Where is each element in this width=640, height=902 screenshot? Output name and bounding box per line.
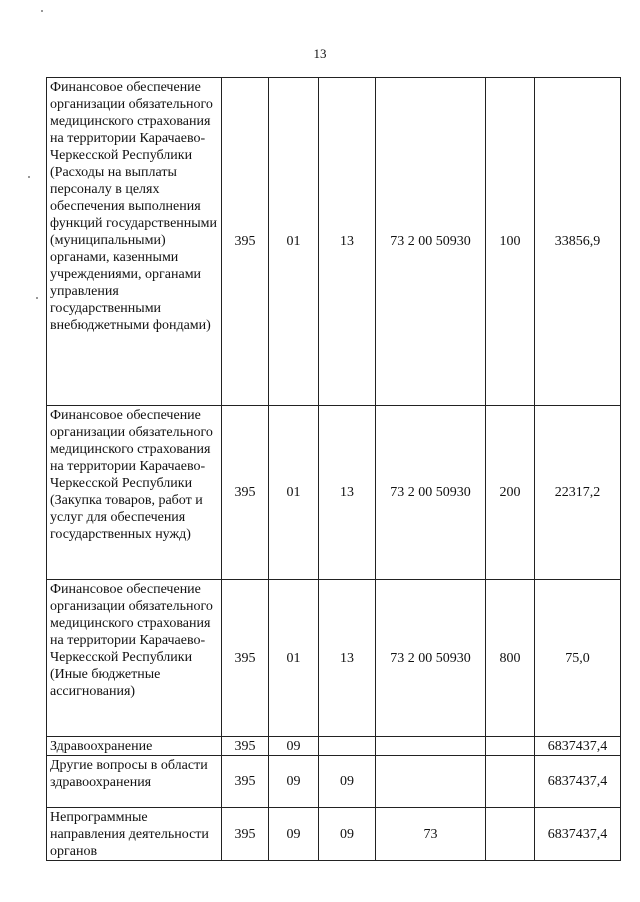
section-cell: 01: [269, 580, 319, 737]
subsection-cell: [319, 737, 376, 756]
expense-type-cell: 800: [486, 580, 535, 737]
table-row: [47, 406, 621, 580]
admin-code-cell: 395: [222, 406, 269, 580]
expense-type-cell: 200: [486, 406, 535, 580]
target-article-cell: 73: [376, 808, 486, 861]
expense-type-cell: [486, 808, 535, 861]
expense-type-cell: [486, 756, 535, 808]
subsection-cell: 09: [319, 756, 376, 808]
row-description: Финансовое обеспечение организации обязательного медицинского страхования на территории Карачаево-Черкесской Республики (Закупка товаров, работ и услуг для обеспечения государственных нужд): [47, 406, 222, 580]
target-article-cell: 73 2 00 50930: [376, 580, 486, 737]
target-article-cell: 73 2 00 50930: [376, 406, 486, 580]
row-description: Финансовое обеспечение организации обязательного медицинского страхования на территории Карачаево-Черкесской Республики (Расходы на выплаты персоналу в целях обеспечения выполнения функций государственными (муниципальными) органами, казенными учреждениями, органами управления государственными внебюджетными фондами): [47, 78, 222, 406]
row-description: Здравоохранение: [47, 737, 222, 756]
section-cell: 09: [269, 756, 319, 808]
admin-code-cell: 395: [222, 808, 269, 861]
amount-cell: 33856,9: [535, 78, 621, 406]
table-row: [47, 580, 621, 737]
table-row: [47, 808, 621, 861]
scan-speck: [28, 176, 30, 178]
table-row: [47, 737, 621, 756]
page-number: 13: [313, 46, 327, 61]
target-article-cell: [376, 756, 486, 808]
amount-cell: 75,0: [535, 580, 621, 737]
section-cell: 01: [269, 78, 319, 406]
amount-cell: 6837437,4: [535, 808, 621, 861]
row-description: Другие вопросы в области здравоохранения: [47, 756, 222, 808]
subsection-cell: 13: [319, 580, 376, 737]
admin-code-cell: 395: [222, 78, 269, 406]
subsection-cell: 13: [319, 406, 376, 580]
admin-code-cell: 395: [222, 580, 269, 737]
expense-type-cell: [486, 737, 535, 756]
scan-speck: [36, 297, 38, 299]
amount-cell: 6837437,4: [535, 737, 621, 756]
target-article-cell: [376, 737, 486, 756]
section-cell: 09: [269, 808, 319, 861]
budget-table: [46, 77, 621, 861]
row-description: Финансовое обеспечение организации обязательного медицинского страхования на территории Карачаево-Черкесской Республики (Иные бюджетные ассигнования): [47, 580, 222, 737]
amount-cell: 22317,2: [535, 406, 621, 580]
expense-type-cell: 100: [486, 78, 535, 406]
section-cell: 09: [269, 737, 319, 756]
subsection-cell: 09: [319, 808, 376, 861]
subsection-cell: 13: [319, 78, 376, 406]
admin-code-cell: 395: [222, 737, 269, 756]
amount-cell: 6837437,4: [535, 756, 621, 808]
section-cell: 01: [269, 406, 319, 580]
admin-code-cell: 395: [222, 756, 269, 808]
table-row: [47, 756, 621, 808]
scan-speck: [41, 10, 43, 12]
table-row: [47, 78, 621, 406]
target-article-cell: 73 2 00 50930: [376, 78, 486, 406]
row-description: Непрограммные направления деятельности органов: [47, 808, 222, 861]
